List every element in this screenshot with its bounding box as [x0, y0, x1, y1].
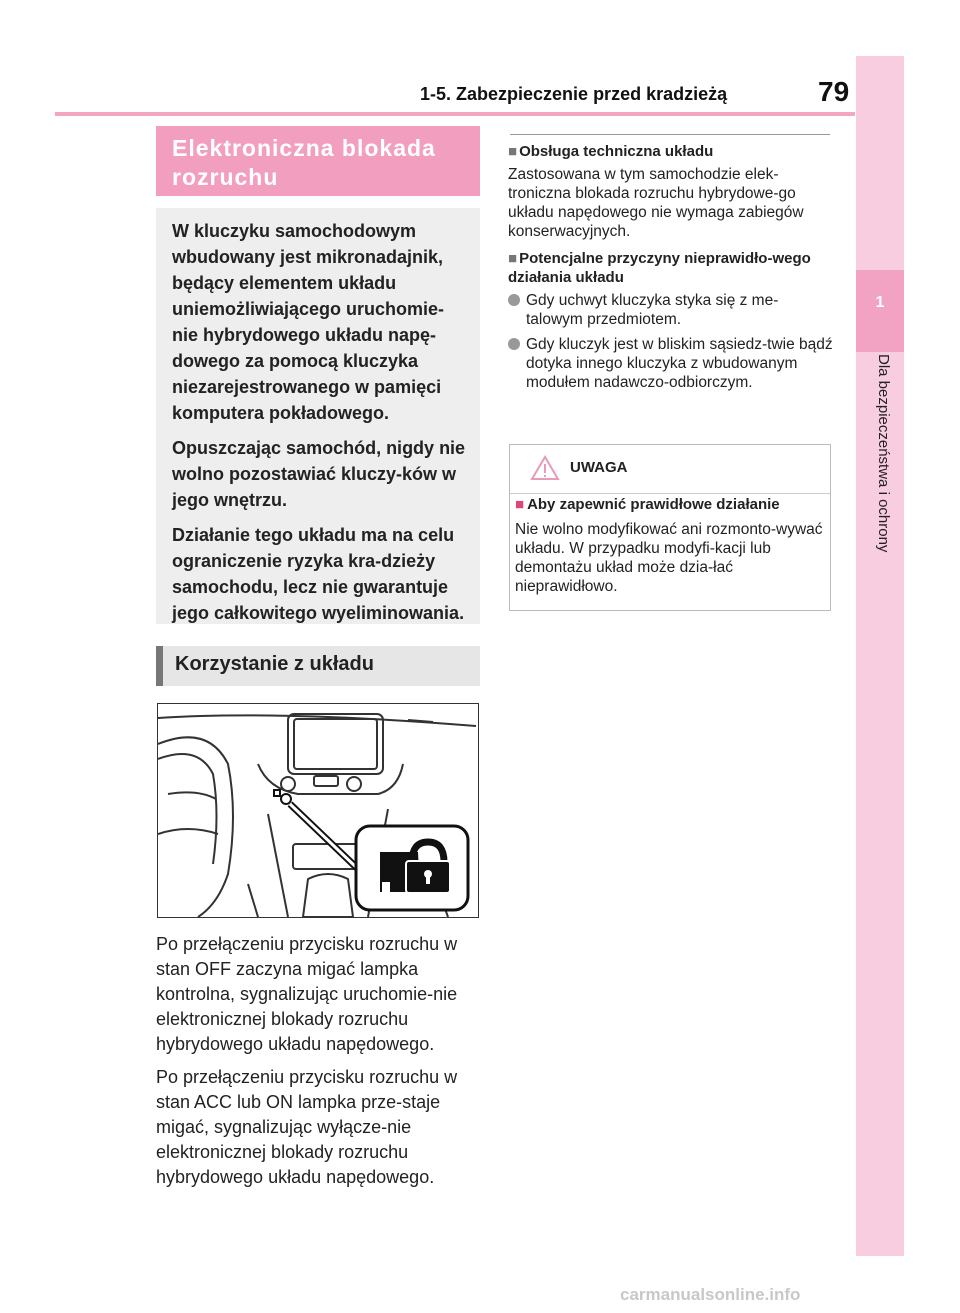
- caution-box: [509, 444, 831, 611]
- right-column-divider: [510, 134, 830, 135]
- chapter-number-tab: [856, 270, 904, 352]
- section-title-usage: Korzystanie z układu: [156, 646, 480, 686]
- maintenance-heading: ■ Obsługa techniczna układu: [508, 143, 714, 160]
- callout-paragraph: Działanie tego układu ma na celu ograniczenie ryzyka kra-dzieży samochodu, lecz nie gwarantuje jego całkowitego wyeliminowania.: [172, 525, 465, 623]
- chapter-number: 1: [875, 294, 885, 311]
- dashboard-drawing: [158, 704, 478, 917]
- square-bullet-icon: ■: [508, 250, 518, 267]
- causes-heading: ■ Potencjalne przyczyny nieprawidło-wego działania układu: [508, 250, 811, 286]
- body-paragraph: Po przełączeniu przycisku rozruchu w stan ACC lub ON lampka prze-staje migać, sygnalizując wyłącze-nie elektronicznej blokady rozruchu hybrydowego układu napędowego.: [156, 1067, 458, 1187]
- caution-body: [515, 495, 827, 596]
- dashboard-illustration: [157, 703, 479, 918]
- running-header: 1-5. Zabezpieczenie przed kradzieżą: [420, 84, 728, 104]
- header-divider: [55, 112, 855, 116]
- warning-triangle-icon: [530, 455, 560, 481]
- circle-bullet-icon: [508, 338, 520, 350]
- callout-paragraph: Opuszczając samochód, nigdy nie wolno pozostawiać kluczy-ków w jego wnętrzu.: [172, 438, 466, 510]
- caution-divider: [510, 493, 830, 494]
- caution-text: Nie wolno modyfikować ani rozmonto-wywać układu. W przypadku modyfi-kacji lub demontażu układ może dzia-łać nieprawidłowo.: [515, 521, 823, 595]
- caution-label: UWAGA: [570, 459, 628, 476]
- caution-subheading: ■ Aby zapewnić prawidłowe działanie: [515, 496, 780, 513]
- caution-header: [510, 445, 830, 493]
- usage-body: [156, 932, 481, 1198]
- circle-bullet-icon: [508, 294, 520, 306]
- section-title-immobilizer: Elektroniczna blokada rozruchu: [156, 126, 480, 196]
- cause-item: Gdy uchwyt kluczyka styka się z me-talowym przedmiotem.: [508, 291, 833, 329]
- cause-item: Gdy kluczyk jest w bliskim sąsiedz-twie bądź dotyka innego kluczyka z wbudowanym modułem nadawczo-odbiorczym.: [508, 335, 833, 392]
- square-bullet-icon: ■: [515, 496, 525, 513]
- info-column: [508, 142, 833, 398]
- chapter-label: Dla bezpieczeństwa i ochrony: [875, 354, 892, 553]
- watermark: carmanualsonline.info: [620, 1285, 801, 1304]
- callout-paragraph: W kluczyku samochodowym wbudowany jest mikronadajnik, będący elementem układu uniemożliwiającego uruchomie-nie hybrydowego układu napę-dowego za pomocą kluczyka niezarejestrowanego w pamięci komputera pokładowego.: [172, 221, 445, 423]
- maintenance-text: Zastosowana w tym samochodzie elek-troniczna blokada rozruchu hybrydowe-go układu napędowego nie wymaga zabiegów konserwacyjnych.: [508, 166, 804, 240]
- page-number: 79: [818, 76, 850, 107]
- intro-callout: [156, 208, 480, 624]
- square-bullet-icon: ■: [508, 143, 518, 160]
- body-paragraph: Po przełączeniu przycisku rozruchu w stan OFF zaczyna migać lampka kontrolna, sygnalizując uruchomie-nie elektronicznej blokady rozruchu hybrydowego układu napędowego.: [156, 934, 458, 1054]
- chapter-side-tab: [856, 56, 904, 1256]
